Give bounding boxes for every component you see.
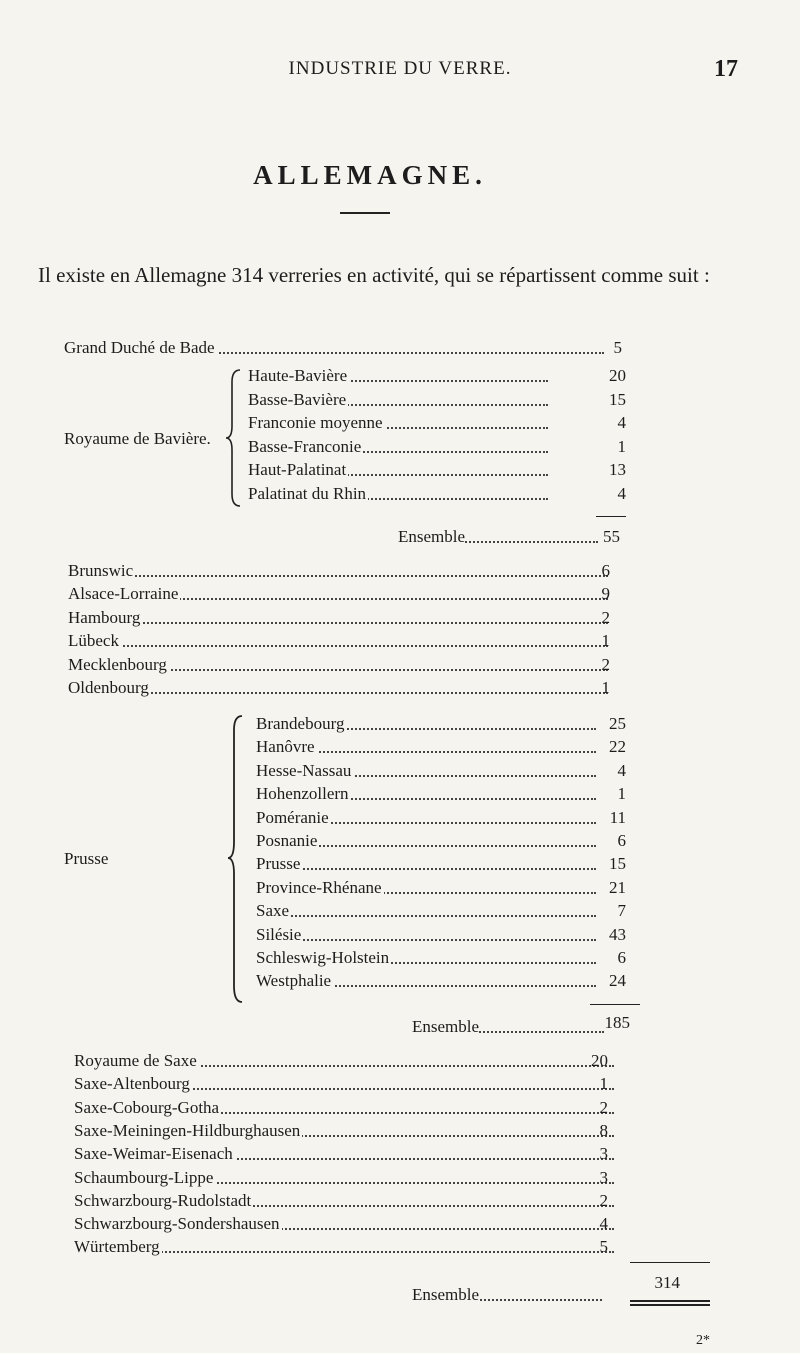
list-item [256, 947, 596, 969]
grand-total-rule [630, 1262, 710, 1263]
prussia-total: 185 [604, 1013, 630, 1032]
list-item [68, 654, 608, 676]
item-label: Hambourg [68, 607, 141, 627]
intro-paragraph: Il existe en Allemagne 314 verreries en activité, qui se répartissent comme suit : [38, 263, 710, 287]
item-value: 21 [609, 877, 626, 897]
item-label: Prusse [256, 854, 301, 874]
subtotal-rule [596, 516, 626, 517]
item-value: 1 [601, 631, 610, 651]
item-value: 6 [617, 948, 626, 967]
item-value: 8 [599, 1120, 608, 1140]
item-label: Basse-Franconie [248, 436, 362, 456]
list-item [256, 713, 596, 735]
item-value: 4 [617, 484, 626, 503]
item-value: 25 [609, 714, 626, 733]
item-value: 1 [617, 784, 626, 804]
list-item [256, 924, 596, 946]
list-item [74, 1236, 614, 1258]
item-label: Royaume de Saxe [74, 1051, 197, 1070]
list-item [256, 807, 596, 829]
prussia-total-row: Ensemble [412, 1016, 604, 1038]
bavaria-total-row: Ensemble [398, 526, 598, 548]
double-rule-top [630, 1300, 710, 1302]
item-label: Poméranie [256, 807, 329, 827]
list-item [74, 1190, 614, 1212]
item-value: 5 [613, 338, 622, 357]
item-value: 6 [617, 831, 626, 850]
list-item [74, 1143, 614, 1165]
item-label: Würtemberg [74, 1237, 160, 1257]
item-value: 1 [601, 678, 610, 697]
item-value: 3 [599, 1167, 608, 1187]
item-label: Saxe-Weimar-Eisenach [74, 1144, 233, 1164]
item-label: Saxe-Cobourg-Gotha [74, 1097, 220, 1117]
list-item [256, 760, 596, 782]
item-label: Palatinat du Rhin [248, 484, 367, 503]
bavaria-total: 55 [603, 527, 620, 546]
item-label: Schwarzbourg-Rudolstadt [74, 1190, 252, 1210]
item-label: Alsace-Lorraine [68, 584, 179, 604]
item-label: Saxe-Altenbourg [74, 1074, 190, 1094]
list-item [248, 389, 548, 411]
group-label-bavaria: Royaume de Bavière. [64, 429, 211, 448]
item-label: Westphalie [256, 971, 332, 991]
running-title: INDUSTRIE DU VERRE. [288, 58, 512, 79]
list-item [256, 830, 596, 852]
double-rule-bottom [630, 1304, 710, 1306]
item-value: 5 [599, 1237, 608, 1257]
item-value: 43 [609, 924, 626, 944]
list-item [74, 1167, 614, 1189]
grand-total-row: Ensemble [412, 1284, 602, 1306]
list-item [74, 1213, 614, 1235]
item-label: Province-Rhénane [256, 877, 382, 897]
brace-bavaria [224, 368, 246, 508]
group-label-prussia: Prusse [64, 849, 109, 868]
item-label: Brandebourg [256, 714, 345, 733]
item-value: 11 [609, 807, 626, 827]
item-label: Lübeck [68, 631, 119, 651]
list-item [256, 970, 596, 992]
item-value: 1 [599, 1074, 608, 1094]
item-value: 1 [617, 436, 626, 456]
list-item [68, 630, 608, 652]
subtotal-rule [590, 1004, 640, 1005]
list-item [74, 1097, 614, 1119]
list-item [68, 677, 608, 699]
item-value: 4 [617, 760, 626, 780]
item-value: 4 [617, 413, 626, 433]
item-label: Schleswig-Holstein [256, 948, 390, 967]
item-label: Franconie moyenne [248, 413, 383, 433]
list-item [256, 736, 596, 758]
list-item [248, 436, 548, 458]
item-value: 4 [599, 1214, 608, 1234]
item-label: Schwarzbourg-Sondershausen [74, 1214, 280, 1234]
item-value: 13 [609, 460, 626, 480]
item-value: 2 [601, 654, 610, 674]
item-value: 15 [609, 389, 626, 409]
list-item [256, 783, 596, 805]
title-rule [340, 212, 390, 214]
item-value: 9 [601, 584, 610, 604]
brace-prussia [226, 714, 248, 1004]
item-label: Saxe [256, 901, 290, 921]
item-label: Grand Duché de Bade [64, 338, 215, 357]
item-value: 3 [599, 1144, 608, 1164]
item-value: 22 [609, 737, 626, 757]
list-item [68, 607, 608, 629]
item-label: Posnanie [256, 831, 318, 850]
item-label: Hesse-Nassau [256, 760, 352, 780]
list-item [68, 583, 608, 605]
item-label: Haut-Palatinat [248, 460, 347, 480]
page-number: 17 [714, 56, 738, 82]
list-item [248, 412, 548, 434]
list-item [256, 877, 596, 899]
list-item [248, 365, 548, 387]
item-value: 15 [609, 854, 626, 874]
item-label: Mecklenbourg [68, 654, 167, 674]
list-item [74, 1050, 614, 1072]
item-value: 7 [617, 901, 626, 921]
section-title: ALLEMAGNE. [253, 160, 487, 190]
item-label: Schaumbourg-Lippe [74, 1167, 214, 1187]
list-item [256, 853, 596, 875]
grand-total-value: 314 [654, 1273, 680, 1292]
item-label: Silésie [256, 924, 302, 944]
list-item [68, 560, 608, 582]
item-label: Basse-Bavière [248, 389, 347, 409]
item-label: Haute-Bavière [248, 366, 348, 385]
item-label: Oldenbourg [68, 678, 149, 697]
list-item [248, 459, 548, 481]
item-label: Brunswic [68, 561, 134, 580]
list-item [256, 900, 596, 922]
item-value: 2 [601, 607, 610, 627]
item-value: 2 [599, 1097, 608, 1117]
item-value: 2 [599, 1190, 608, 1210]
item-value: 20 [609, 366, 626, 385]
item-value: 24 [609, 971, 626, 991]
item-value: 20 [591, 1051, 608, 1070]
list-item [248, 483, 548, 505]
item-label: Hanôvre [256, 737, 315, 757]
item-label: Saxe-Meiningen-Hildburghausen [74, 1120, 301, 1140]
footer-mark: 2* [696, 1333, 710, 1348]
list-item [74, 1120, 614, 1142]
list-item [74, 1073, 614, 1095]
list-item [64, 337, 604, 359]
item-value: 6 [601, 561, 610, 580]
item-label: Hohenzollern [256, 784, 349, 804]
